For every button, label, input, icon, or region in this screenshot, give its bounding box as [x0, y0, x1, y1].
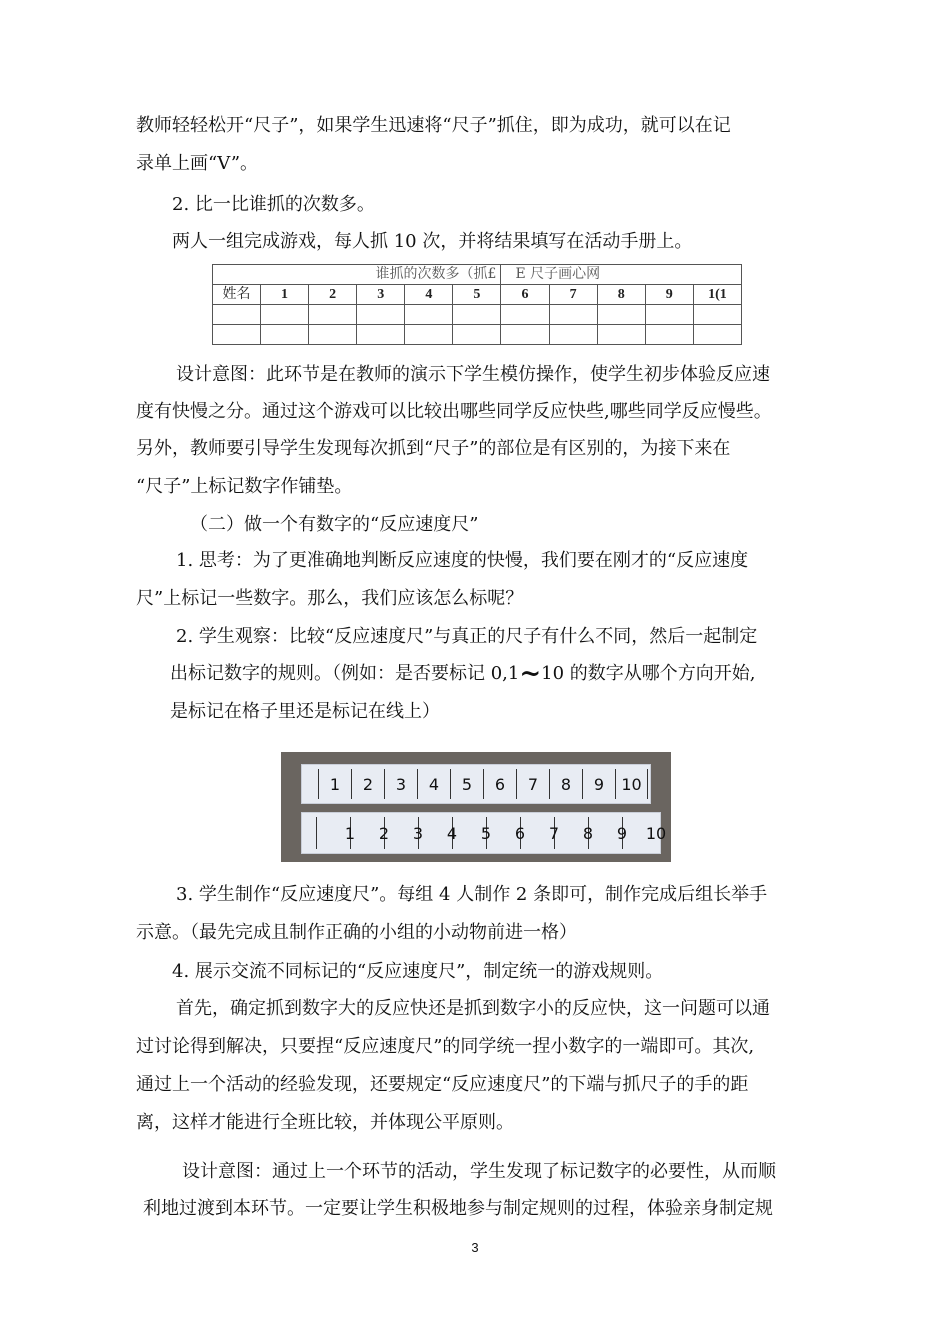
- table-cell: [645, 305, 693, 325]
- ruler-line-number: 4: [446, 823, 458, 843]
- table-cell: [405, 325, 453, 345]
- paragraph-line: 教师轻轻松开“尺子”，如果学生迅速将“尺子”抓住，即为成功，就可以在记: [136, 115, 731, 136]
- ruler-cell-number: 10: [615, 769, 648, 799]
- table-title-part-a: 谁抓的次数多（抓£: [213, 265, 501, 285]
- table-cell: [357, 305, 405, 325]
- ruler-line-number: 9: [616, 823, 628, 843]
- column-header: 1(1: [693, 285, 741, 305]
- ruler-cell-number: 7: [516, 769, 549, 799]
- paragraph-line: 设计意图：通过上一个环节的活动，学生发现了标记数字的必要性，从而顺: [182, 1161, 776, 1182]
- tilde-symbol: ~: [519, 659, 542, 689]
- table-row: [213, 305, 742, 325]
- ruler-cell-number: 1: [318, 769, 351, 799]
- table-cell: [645, 325, 693, 345]
- ruler-line-number: 6: [514, 823, 526, 843]
- column-header: 9: [645, 285, 693, 305]
- ruler-line-number: 8: [582, 823, 594, 843]
- paragraph-line: 4. 展示交流不同标记的“反应速度尺”，制定统一的游戏规则。: [172, 961, 664, 982]
- paragraph-line: 首先，确定抓到数字大的反应快还是抓到数字小的反应快，这一问题可以通: [176, 998, 770, 1019]
- ruler-line-number: 10: [645, 823, 667, 843]
- table-cell: [597, 305, 645, 325]
- table-row: [213, 325, 742, 345]
- paragraph-line: 3. 学生制作“反应速度尺”。每组 4 人制作 2 条即可，制作完成后组长举手: [176, 884, 768, 905]
- table-cell: [405, 305, 453, 325]
- paragraph-line: “尺子”上标记数字作铺垫。: [136, 476, 353, 497]
- column-header: 1: [261, 285, 309, 305]
- table-cell: [213, 305, 261, 325]
- table-cell: [309, 305, 357, 325]
- column-header: 3: [357, 285, 405, 305]
- ruler-cell-number: 5: [450, 769, 483, 799]
- column-header: 6: [501, 285, 549, 305]
- paragraph-line: 设计意图：此环节是在教师的演示下学生模仿操作，使学生初步体验反应速: [176, 364, 770, 385]
- ruler-cell-number: 4: [417, 769, 450, 799]
- table-cell: [549, 305, 597, 325]
- paragraph-line: 度有快慢之分。通过这个游戏可以比较出哪些同学反应快些,哪些同学反应慢些。: [136, 401, 772, 422]
- table-cell: [357, 325, 405, 345]
- ruler-cell-number: 6: [483, 769, 516, 799]
- paragraph-line: 另外，教师要引导学生发现每次抓到“尺子”的部位是有区别的，为接下来在: [136, 438, 731, 459]
- paragraph-line: 利地过渡到本环节。一定要让学生积极地参与制定规则的过程，体验亲身制定规: [143, 1198, 773, 1219]
- section-heading: （二）做一个有数字的“反应速度尺”: [190, 514, 479, 535]
- text-run: 10 的数字从哪个方向开始,: [541, 663, 756, 684]
- paragraph-line: 录单上画“V”。: [136, 153, 259, 174]
- column-header: 2: [309, 285, 357, 305]
- ruler-cell-number: 3: [384, 769, 417, 799]
- ruler-cell-number: 9: [582, 769, 615, 799]
- ruler-line-number: 5: [480, 823, 492, 843]
- ruler-strip-cells: [301, 764, 651, 804]
- ruler-line-number: 1: [344, 823, 356, 843]
- column-header: 8: [597, 285, 645, 305]
- paragraph-line: 过讨论得到解决，只要捏“反应速度尺”的同学统一捏小数字的一端即可。其次,: [136, 1036, 755, 1057]
- paragraph-line: 是标记在格子里还是标记在线上）: [170, 701, 440, 722]
- table-cell: [453, 305, 501, 325]
- table-cell: [597, 325, 645, 345]
- table-title-part-b: E 尺子画心网: [501, 265, 742, 285]
- paragraph-line: 离，这样才能进行全班比较，并体现公平原则。: [136, 1112, 514, 1133]
- paragraph-line: 示意。（最先完成且制作正确的小组的小动物前进一格）: [136, 922, 577, 943]
- table-cell: [501, 305, 549, 325]
- paragraph-line: 2. 学生观察：比较“反应速度尺”与真正的尺子有什么不同，然后一起制定: [176, 626, 758, 647]
- paragraph-line: 尺”上标记一些数字。那么，我们应该怎么标呢？: [136, 588, 524, 609]
- name-header: 姓名: [213, 285, 261, 305]
- paragraph-line: [170, 659, 756, 689]
- table-cell: [261, 325, 309, 345]
- record-table: [212, 264, 742, 345]
- ruler-strip-lines: [301, 812, 667, 854]
- table-cell: [693, 305, 741, 325]
- paragraph-line: 通过上一个活动的经验发现，还要规定“反应速度尺”的下端与抓尺子的手的距: [136, 1074, 749, 1095]
- table-cell: [693, 325, 741, 345]
- ruler-line-number: 7: [548, 823, 560, 843]
- table-cell: [453, 325, 501, 345]
- list-item: 2. 比一比谁抓的次数多。: [172, 194, 375, 215]
- table-title-row: [213, 265, 742, 285]
- paragraph-line: 两人一组完成游戏，每人抓 10 次，并将结果填写在活动手册上。: [172, 231, 693, 252]
- column-header: 5: [453, 285, 501, 305]
- column-header: 4: [405, 285, 453, 305]
- page-number: 3: [471, 1240, 479, 1255]
- ruler-cell-number: 8: [549, 769, 582, 799]
- ruler-cell-number: 2: [351, 769, 384, 799]
- table-cell: [549, 325, 597, 345]
- table-header-row: [213, 285, 742, 305]
- ruler-photo: [281, 752, 671, 862]
- text-run: 出标记数字的规则。（例如：是否要标记 0,1: [170, 663, 520, 684]
- ruler-line-number: 3: [412, 823, 424, 843]
- ruler-line-number: 2: [378, 823, 390, 843]
- table-cell: [213, 325, 261, 345]
- table-cell: [501, 325, 549, 345]
- table-cell: [261, 305, 309, 325]
- paragraph-line: 1. 思考：为了更准确地判断反应速度的快慢，我们要在刚才的“反应速度: [176, 550, 749, 571]
- column-header: 7: [549, 285, 597, 305]
- table-cell: [309, 325, 357, 345]
